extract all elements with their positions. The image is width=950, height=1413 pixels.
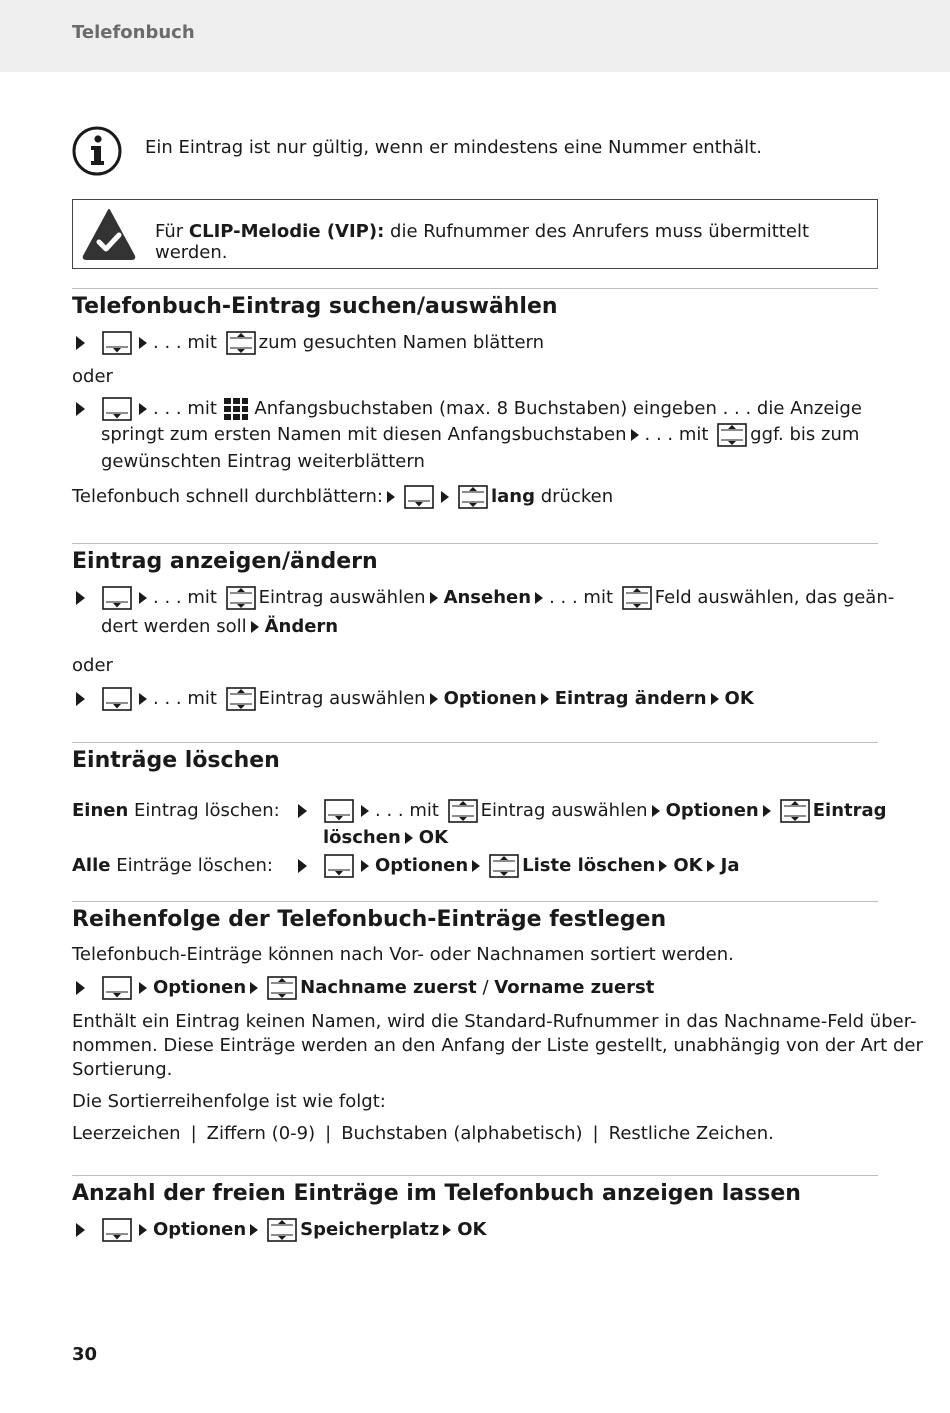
arrow-icon [387, 491, 395, 503]
arrow-icon [441, 491, 449, 503]
arrow-icon [430, 592, 438, 604]
section-title-sort: Reihenfolge der Telefonbuch-Einträge festlegen [72, 907, 667, 932]
info-circle-icon [72, 126, 122, 176]
bullet-icon [76, 591, 85, 605]
navigation-key-updown-icon[interactable] [717, 423, 747, 447]
control-key-down-icon[interactable] [324, 854, 354, 878]
s3-row-2-steps: Optionen Liste löschen OK Ja [298, 853, 739, 879]
arrow-icon [472, 860, 480, 872]
tip-box [72, 199, 878, 269]
s1-step-2: . . . mit Anfangsbuchstaben (max. 8 Buchstaben) eingeben . . . die Anzeige [76, 396, 862, 422]
checkmark-warning-icon [81, 206, 137, 262]
s1-step-1: . . . mit zum gesuchten Namen blättern [76, 330, 544, 356]
arrow-icon [139, 403, 147, 415]
arrow-icon [659, 860, 667, 872]
divider [72, 288, 878, 289]
bullet-icon [76, 1223, 85, 1237]
arrow-icon [139, 1224, 147, 1236]
control-key-down-icon[interactable] [102, 976, 132, 1000]
arrow-icon [139, 592, 147, 604]
s2-step-1-line-2: dert werden soll Ändern [101, 616, 339, 637]
arrow-icon [652, 805, 660, 817]
s2-oder: oder [72, 655, 113, 676]
s3-row-1-label: Einen Eintrag löschen: [72, 800, 280, 821]
section-title-free-entries: Anzahl der freien Einträge im Telefonbuch anzeigen lassen [72, 1181, 801, 1206]
section-title-search: Telefonbuch-Eintrag suchen/auswählen [72, 294, 558, 319]
s3-row-2-label: Alle Einträge löschen: [72, 855, 273, 876]
bullet-icon [76, 692, 85, 706]
navigation-key-updown-icon[interactable] [780, 799, 810, 823]
header-title: Telefonbuch [72, 22, 195, 43]
arrow-icon [711, 693, 719, 705]
keypad-icon[interactable] [223, 397, 249, 421]
s3-row-1-steps: . . . mit Eintrag auswählen Optionen Eintrag [298, 798, 887, 824]
bullet-icon [76, 336, 85, 350]
s4-intro: Telefonbuch-Einträge können nach Vor- oder Nachnamen sortiert werden. [72, 944, 734, 965]
s4-step-1: Optionen Nachname zuerst / Vorname zuerst [76, 975, 654, 1001]
control-key-down-icon[interactable] [324, 799, 354, 823]
s2-step-2: . . . mit Eintrag auswählen Optionen Eintrag ändern OK [76, 686, 754, 712]
s4-para-1-line-1: Enthält ein Eintrag keinen Namen, wird die Standard-Rufnummer in das Nachname-Feld über- [72, 1011, 917, 1032]
navigation-key-updown-icon[interactable] [226, 331, 256, 355]
arrow-icon [763, 805, 771, 817]
divider [72, 742, 878, 743]
control-key-down-icon[interactable] [102, 397, 132, 421]
s1-step-2-line-3: gewünschten Eintrag weiterblättern [101, 451, 425, 472]
navigation-key-updown-icon[interactable] [622, 586, 652, 610]
divider [72, 543, 878, 544]
control-key-down-icon[interactable] [102, 687, 132, 711]
section-title-delete: Einträge löschen [72, 748, 280, 773]
navigation-key-updown-icon[interactable] [458, 485, 488, 509]
navigation-key-updown-icon[interactable] [267, 1218, 297, 1242]
s3-row-1-steps-line-2: löschen OK [323, 827, 449, 848]
divider [72, 1175, 878, 1176]
control-key-down-icon[interactable] [102, 331, 132, 355]
info-note-text: Ein Eintrag ist nur gültig, wenn er mindestens eine Nummer enthält. [145, 137, 762, 158]
arrow-icon [139, 337, 147, 349]
s4-para-1-line-2: nommen. Diese Einträge werden an den Anfang der Liste gestellt, unabhängig von der Art der [72, 1035, 923, 1056]
bullet-icon [298, 804, 307, 818]
s1-step-2-line-2: springt zum ersten Namen mit diesen Anfangsbuchstaben . . . mit ggf. bis zum [101, 424, 860, 445]
arrow-icon [361, 805, 369, 817]
order-item: Leerzeichen [72, 1123, 181, 1144]
divider [72, 901, 878, 902]
control-key-down-icon[interactable] [102, 586, 132, 610]
order-item: Buchstaben (alphabetisch) [341, 1123, 583, 1144]
control-key-down-icon[interactable] [404, 485, 434, 509]
page-header [0, 0, 950, 72]
s4-order: Leerzeichen | Ziffern (0-9) | Buchstaben (alphabetisch) | Restliche Zeichen. [72, 1123, 774, 1144]
arrow-icon [250, 1224, 258, 1236]
arrow-icon [361, 860, 369, 872]
navigation-key-updown-icon[interactable] [226, 687, 256, 711]
bullet-icon [76, 981, 85, 995]
arrow-icon [139, 693, 147, 705]
navigation-key-updown-icon[interactable] [448, 799, 478, 823]
arrow-icon [430, 693, 438, 705]
arrow-icon [707, 860, 715, 872]
navigation-key-updown-icon[interactable] [489, 854, 519, 878]
arrow-icon [443, 1224, 451, 1236]
arrow-icon [405, 832, 413, 844]
navigation-key-updown-icon[interactable] [226, 586, 256, 610]
s2-step-1: . . . mit Eintrag auswählen Ansehen . . . mit Feld auswählen, das geän- [76, 585, 894, 611]
s5-step-1: Optionen Speicherplatz OK [76, 1217, 487, 1243]
order-item: Restliche Zeichen. [608, 1123, 774, 1144]
s1-oder: oder [72, 366, 113, 387]
navigation-key-updown-icon[interactable] [267, 976, 297, 1000]
s4-para-2: Die Sortierreihenfolge ist wie folgt: [72, 1091, 386, 1112]
page-number: 30 [72, 1344, 98, 1365]
section-title-view-edit: Eintrag anzeigen/ändern [72, 549, 378, 574]
control-key-down-icon[interactable] [102, 1218, 132, 1242]
bullet-icon [298, 859, 307, 873]
arrow-icon [631, 429, 639, 441]
arrow-icon [541, 693, 549, 705]
tip-note-text: Für CLIP-Melodie (VIP): die Rufnummer des Anrufers muss übermittelt werden. [155, 221, 810, 263]
arrow-icon [251, 621, 259, 633]
bullet-icon [76, 402, 85, 416]
s4-para-1-line-3: Sortierung. [72, 1059, 173, 1080]
order-item: Ziffern (0-9) [206, 1123, 316, 1144]
arrow-icon [535, 592, 543, 604]
arrow-icon [139, 982, 147, 994]
arrow-icon [250, 982, 258, 994]
s1-quick: Telefonbuch schnell durchblättern: lang drücken [72, 486, 614, 507]
